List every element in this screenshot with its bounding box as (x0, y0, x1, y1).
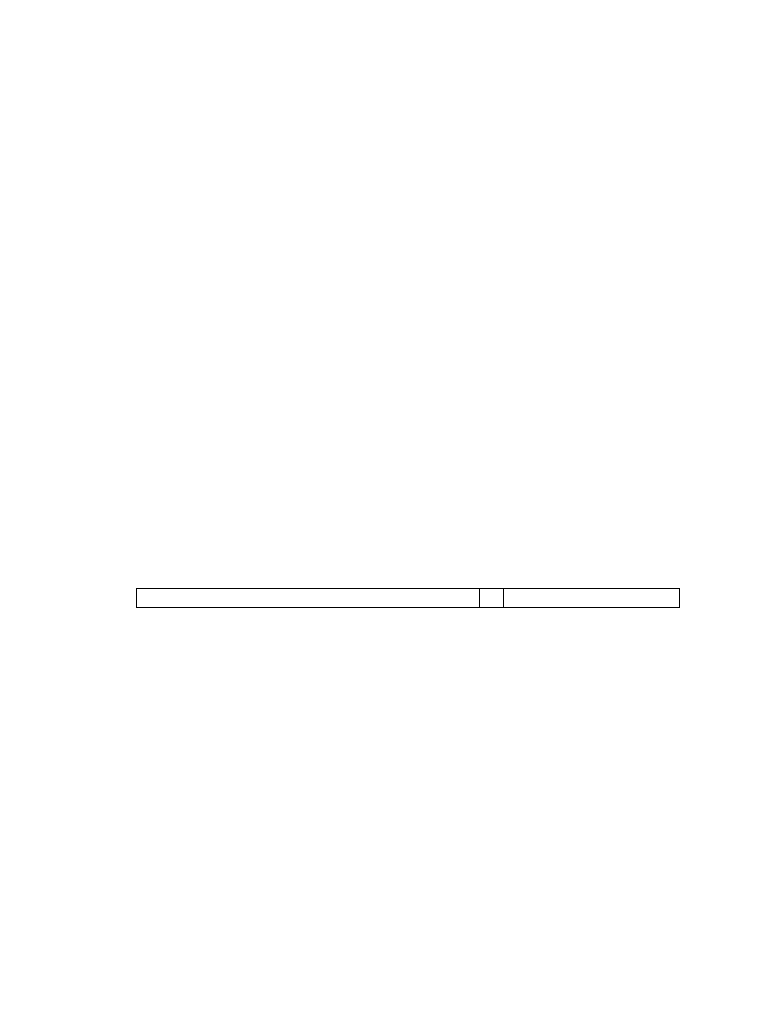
group-header-liabiliti (504, 589, 680, 608)
table-group-header-row (137, 589, 680, 608)
group-header-equals (480, 589, 504, 608)
group-header-aset (137, 589, 480, 608)
accounting-equation-table (136, 588, 680, 608)
